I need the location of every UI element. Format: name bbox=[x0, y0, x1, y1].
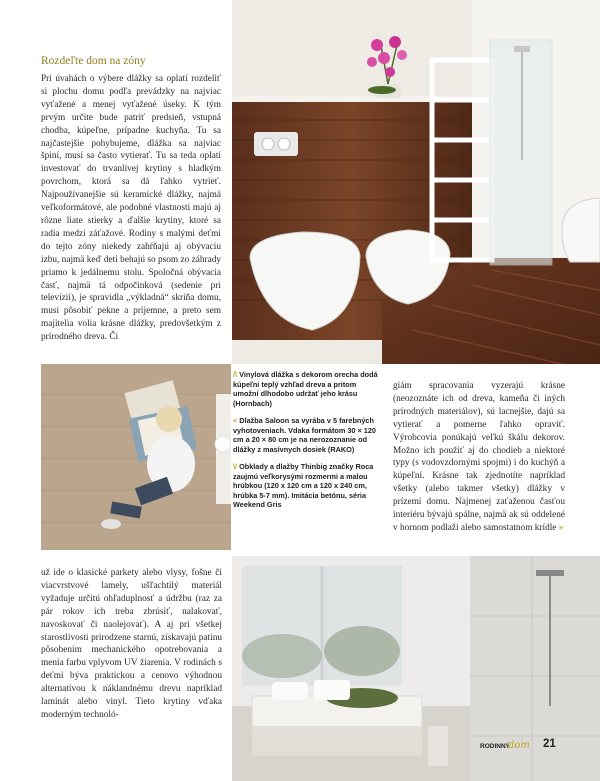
article-column-1: Pri úvahách o výbere dlážky sa oplatí rozdeliť si plochu domu podľa prevádzky na najviac vyťažené a menej vyťažené úseky. K tým prvým určite bude patriť predsieň, vstupná chodba, kúpeľne, prípadne kuchyňa. Tu sa najčastejšie pohybujeme, dlážka sa najviac špiní, musí sa často vytierať. Tu sa teda oplatí investovať do trvanlivej krytiny s hladkým povrchom, ktorá sa dá ľahko vytrieť. Najpoužívanejšie sú keramické dlážky, najmä veľkoformátové, ale podobné vlastnosti majú aj rôzne liate stierky a ďalšie krytiny, ktoré sa radia medzi záťažové. Rodiny s malými deťmi do tejto zóny niekedy zahŕňajú aj obývaciu izbu, najmä keď deti behajú so psom zo záhrady priamo k jedálnemu stolu. Spoločná obývacia časť, najmä tá odpočinková (sedenie pri televízii), je spravidla „výkladná“ skriňa domu, musí pôsobiť pekne a príjemne, a preto sem majitelia volia krásne dlážky, predovšetkým z prírodného dreva. Či bbox=[41, 74, 221, 343]
magazine-brand: RODINNÝ bbox=[480, 743, 510, 750]
caption-3: \/ Obklady a dlažby Thinbig značky Roca zaujmú veľkorysými rozmermi a malou hrúbkou (120 x 120 cm a 120 x 240 cm, hrúbka 5-7 mm). Imitácia betónu, séria Weekend Gris bbox=[233, 462, 374, 509]
continue-arrow-icon: » bbox=[558, 522, 564, 533]
article-column-4: už ide o klasické parkety alebo vlysy, fošne či viacvrstvové lamely, ušľachtilý materiál vyžaduje určitú ohľaduplnosť a údržbu (raz za pár rokov ich treba zbrúsiť, nalakovať, navoskovať či naolejovať). A aj pri všetkej starostlivosti prirodzene starnú, získavajú patinu pôsobením mechanického opotrebovania a menia farbu vplyvom UV žiarenia. V rodinách s deťmi býva praktickou a cenovo výhodnou alternatívou k náklandnému drevu napríklad laminát alebo vinyl. Tieto krytiny vďaka moderným technoló- bbox=[41, 568, 222, 720]
photo-captions bbox=[233, 370, 383, 518]
article-column-3: giám spracovania vyzerajú krásne (neozoznáte ich od dreva, kameňa či iných prírodných materiálov), sú lacnejšie, dajú sa vytierať a pomerne ľahko opraviť. Výrobcovia ponúkajú veľkú škálu dekorov. Možno ich použiť aj do chodieb a niektoré typy (s vodovzdornými spojmi) i do kuchýň a kúpeľní. Krásne tak zjednotíte napríklad všetky (alebo takmer všetky) dlážky v prízemí domu. Najmenej zaťaženou časťou interiéru bývajú spálne, najmä ak sú oddelené v hornom podlaží alebo samostatnom krídle » bbox=[393, 381, 565, 533]
caption-2: < Dlažba Saloon sa vyrába v 5 farebných vyhotoveniach. Vdaka formátom 30 × 120 cm a 20 × 80 cm je na nerozoznanie od dlážky z masívnych dosiek (RAKO) bbox=[233, 416, 376, 454]
caption-1: /\ Vinylová dlážka s dekorom orecha dodá kúpeľni teplý vzhľad dreva a pritom umožní dlhodobo udržať jeho krásu (Hornbach) bbox=[233, 370, 378, 408]
article-heading: Rozdeľte dom na zóny bbox=[41, 55, 146, 67]
magazine-logo: dom bbox=[508, 740, 530, 751]
page-number: 21 bbox=[543, 738, 556, 750]
caption-marker-left-icon: < bbox=[233, 416, 238, 425]
floor-tiles-photo bbox=[41, 364, 231, 550]
caption-marker-down-icon: \/ bbox=[233, 462, 238, 471]
shower-icon bbox=[490, 40, 552, 265]
bathroom-photo bbox=[232, 0, 600, 364]
caption-marker-up-icon: /\ bbox=[233, 370, 238, 379]
